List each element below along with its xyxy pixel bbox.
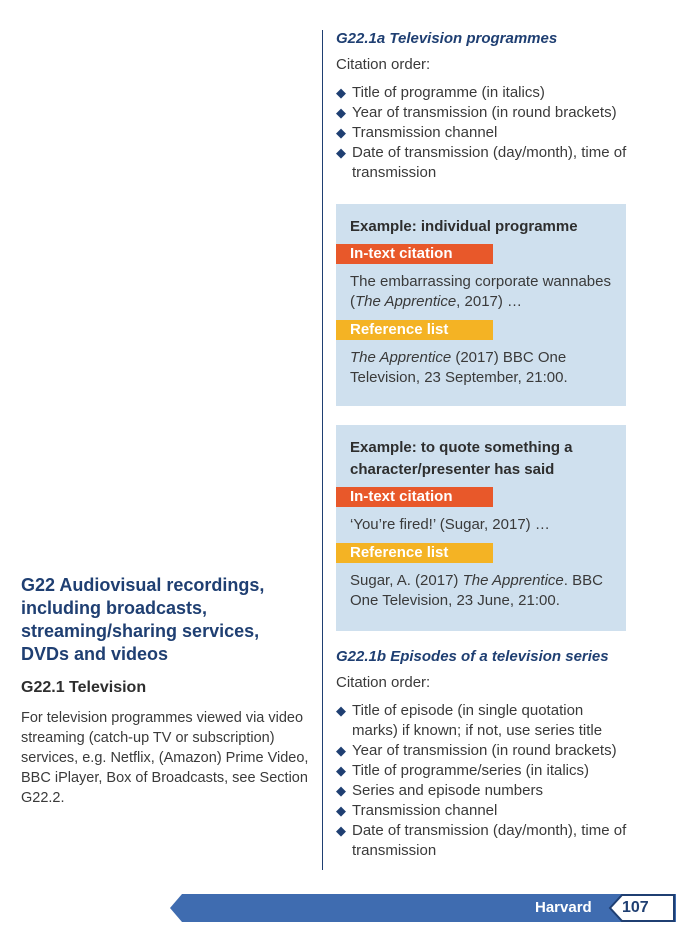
list-item: ◆ Year of transmission (in round brackets) bbox=[336, 104, 617, 121]
citation-order-label: Citation order: bbox=[336, 56, 431, 73]
example-title: Example: individual programme bbox=[350, 218, 578, 235]
section-heading: G22.1a Television programmes bbox=[336, 30, 558, 47]
diamond-bullet-icon: ◆ bbox=[336, 125, 346, 140]
diamond-bullet-icon: ◆ bbox=[336, 105, 346, 120]
left-column bbox=[21, 574, 311, 808]
column-divider bbox=[322, 30, 323, 870]
list-item: ◆ Transmission channel bbox=[336, 124, 498, 141]
diamond-bullet-icon: ◆ bbox=[336, 145, 346, 160]
list-item: ◆ Series and episode numbers bbox=[336, 782, 543, 799]
citation-order-list bbox=[336, 83, 628, 183]
diamond-bullet-icon: ◆ bbox=[336, 783, 346, 798]
reference-list-text: Sugar, A. (2017) The Apprentice. BBC One Television, 23 June, 21:00. bbox=[350, 572, 603, 609]
list-item: ◆ Title of episode (in single quotation marks) if known; if not, use series title bbox=[336, 702, 603, 739]
example-box-quote bbox=[336, 425, 626, 631]
list-item: ◆ Date of transmission (day/month), time of transmission bbox=[336, 144, 627, 181]
example-box-individual-programme bbox=[336, 204, 626, 406]
chapter-heading: G22 Audiovisual recordings, including broadcasts, streaming/sharing services, DVDs and videos bbox=[21, 575, 265, 664]
diamond-bullet-icon: ◆ bbox=[336, 85, 346, 100]
page-footer bbox=[170, 894, 676, 922]
subsection-heading: G22.1 Television bbox=[21, 679, 147, 696]
section-heading: G22.1b Episodes of a television series bbox=[336, 648, 609, 665]
diamond-bullet-icon: ◆ bbox=[336, 823, 346, 838]
list-item: ◆ Transmission channel bbox=[336, 802, 498, 819]
section-g22-1b bbox=[336, 648, 628, 861]
diamond-bullet-icon: ◆ bbox=[336, 763, 346, 778]
citation-order-list bbox=[336, 701, 628, 861]
diamond-bullet-icon: ◆ bbox=[336, 703, 346, 718]
reference-list-tag: Reference list bbox=[336, 543, 493, 563]
in-text-citation-tag: In-text citation bbox=[336, 487, 493, 507]
reference-list-text: The Apprentice (2017) BBC One Television, 23 September, 21:00. bbox=[350, 349, 568, 386]
list-item: ◆ Title of programme (in italics) bbox=[336, 84, 545, 101]
footer-banner bbox=[170, 894, 676, 922]
section-g22-1a bbox=[336, 30, 628, 183]
in-text-citation-text: The embarrassing corporate wannabes (The Apprentice, 2017) … bbox=[350, 273, 611, 310]
footer-label: Harvard bbox=[535, 899, 592, 916]
reference-list-tag: Reference list bbox=[336, 320, 493, 340]
list-item: ◆ Title of programme/series (in italics) bbox=[336, 762, 590, 779]
diamond-bullet-icon: ◆ bbox=[336, 743, 346, 758]
page-number: 107 bbox=[622, 899, 649, 916]
in-text-citation-tag: In-text citation bbox=[336, 244, 493, 264]
in-text-citation-text: ‘You’re fired!’ (Sugar, 2017) … bbox=[350, 516, 550, 533]
citation-order-label: Citation order: bbox=[336, 674, 431, 691]
list-item: ◆ Year of transmission (in round brackets) bbox=[336, 742, 617, 759]
list-item: ◆ Date of transmission (day/month), time of transmission bbox=[336, 822, 627, 859]
example-title: Example: to quote something a character/presenter has said bbox=[350, 439, 573, 478]
diamond-bullet-icon: ◆ bbox=[336, 803, 346, 818]
intro-text: For television programmes viewed via video streaming (catch-up TV or subscription) services, e.g. Netflix, (Amazon) Prime Video, BBC iPlayer, Box of Broadcasts, see Section G22.2. bbox=[21, 710, 309, 806]
